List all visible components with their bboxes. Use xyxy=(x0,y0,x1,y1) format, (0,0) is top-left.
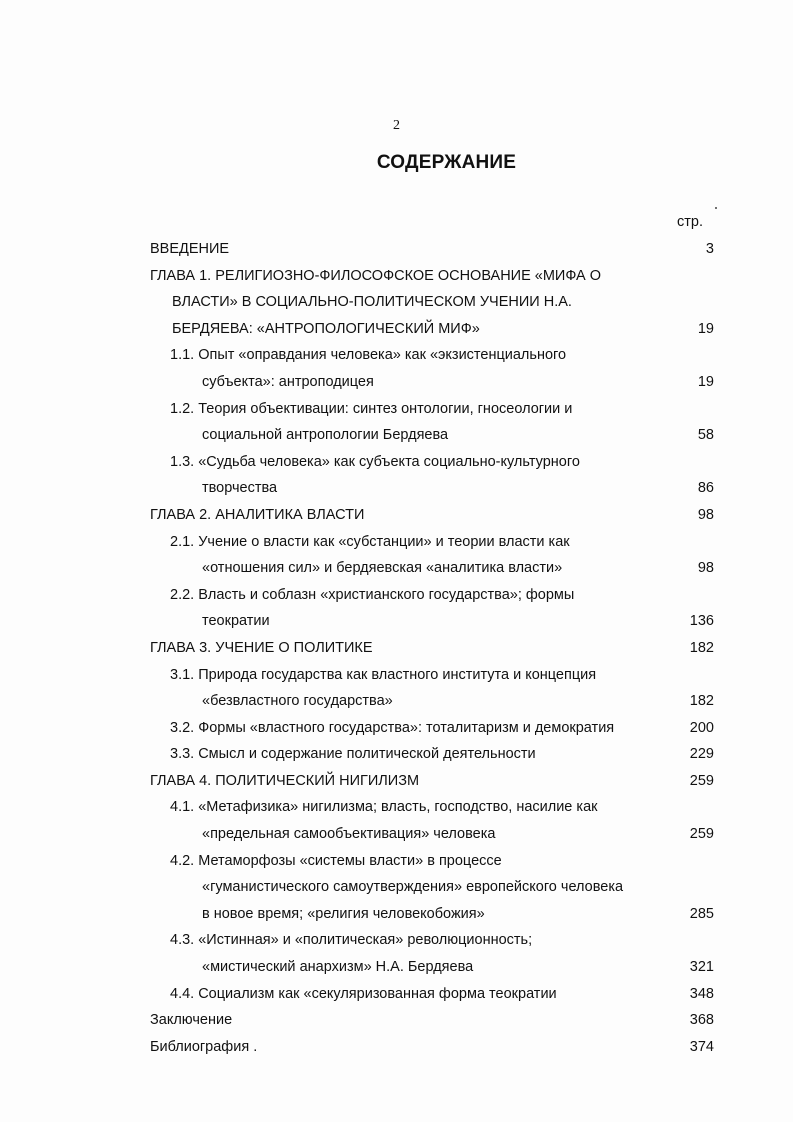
toc-entry-line: БЕРДЯЕВА: «АНТРОПОЛОГИЧЕСКИЙ МИФ» xyxy=(172,320,480,337)
toc-page-number: 182 xyxy=(689,639,714,656)
toc-section-entry xyxy=(150,794,718,847)
toc-entry-line: 1.1. Опыт «оправдания человека» как «экзистенциального xyxy=(170,347,567,364)
toc-page-number: 19 xyxy=(697,373,714,390)
toc-entry-title xyxy=(150,449,718,502)
toc-entry-line: ГЛАВА 4. ПОЛИТИЧЕСКИЙ НИГИЛИЗМ xyxy=(150,772,420,789)
table-of-contents xyxy=(150,236,718,1060)
toc-entry-line: 4.4. Социализм как «секуляризованная форма теократии xyxy=(170,985,557,1002)
toc-section-entry xyxy=(150,342,718,395)
toc-entry-title xyxy=(150,396,718,449)
toc-entry-line: субъекта»: антроподицея xyxy=(202,373,374,390)
toc-page-number: 98 xyxy=(697,560,714,577)
toc-page-number: 368 xyxy=(689,1012,714,1029)
toc-entry-line: 4.1. «Метафизика» нигилизма; власть, господство, насилие как xyxy=(170,799,598,816)
page-title: СОДЕРЖАНИЕ xyxy=(376,152,517,173)
toc-chapter-entry xyxy=(150,768,718,795)
toc-entry-line: ГЛАВА 1. РЕЛИГИОЗНО-ФИЛОСОФСКОЕ ОСНОВАНИЕ «МИФА О xyxy=(150,267,602,284)
toc-page-number: 321 xyxy=(689,959,714,976)
toc-entry-line: 4.3. «Истинная» и «политическая» революционность; xyxy=(170,932,533,949)
toc-entry-line: ГЛАВА 3. УЧЕНИЕ О ПОЛИТИКЕ xyxy=(150,639,373,656)
toc-entry-line: 3.2. Формы «властного государства»: тоталитаризм и демократия xyxy=(170,719,615,736)
toc-entry-title xyxy=(150,768,718,795)
toc-entry-line: «гуманистического самоутверждения» европейского человека xyxy=(202,879,624,896)
toc-page-number: 259 xyxy=(689,772,714,789)
toc-page-number: 374 xyxy=(689,1038,714,1055)
toc-section-entry xyxy=(150,848,718,928)
toc-entry-line: Библиография . xyxy=(150,1038,258,1055)
toc-entry-title xyxy=(150,236,718,263)
toc-entry-title xyxy=(150,1007,718,1034)
toc-entry-line: 1.2. Теория объективации: синтез онтологии, гносеологии и xyxy=(170,400,573,417)
toc-entry-line: «мистический анархизм» Н.А. Бердяева xyxy=(202,959,474,976)
toc-section-entry xyxy=(150,662,718,715)
toc-entry-title xyxy=(150,662,718,715)
toc-entry-line: 3.3. Смысл и содержание политической деятельности xyxy=(170,746,536,763)
toc-entry-title xyxy=(150,794,718,847)
toc-entry-title xyxy=(150,635,718,662)
toc-page-number: 259 xyxy=(689,826,714,843)
toc-entry-line: социальной антропологии Бердяева xyxy=(202,427,449,444)
toc-entry-line: в новое время; «религия человекобожия» xyxy=(202,905,485,922)
toc-chapter-entry xyxy=(150,1007,718,1034)
toc-section-entry xyxy=(150,396,718,449)
toc-section-entry xyxy=(150,449,718,502)
toc-page-number: 19 xyxy=(697,320,714,337)
toc-entry-title xyxy=(150,1034,718,1061)
toc-entry-line: ВЛАСТИ» В СОЦИАЛЬНО-ПОЛИТИЧЕСКОМ УЧЕНИИ Н.А. xyxy=(172,294,572,311)
toc-page-number: 98 xyxy=(697,506,714,523)
toc-entry-title xyxy=(150,848,718,928)
toc-entry-title xyxy=(150,981,718,1008)
toc-entry-line: 4.2. Метаморфозы «системы власти» в процессе xyxy=(170,852,502,869)
toc-section-entry xyxy=(150,715,718,742)
toc-chapter-entry xyxy=(150,236,718,263)
toc-section-entry xyxy=(150,741,718,768)
toc-entry-title xyxy=(150,263,718,343)
toc-entry-line: ВВЕДЕНИЕ xyxy=(150,241,230,257)
toc-section-entry xyxy=(150,529,718,582)
pages-column-header: стр. xyxy=(677,214,703,230)
toc-entry-title xyxy=(150,529,718,582)
toc-page-number: 136 xyxy=(689,613,714,630)
toc-entry-line: 1.3. «Судьба человека» как субъекта социально-культурного xyxy=(170,453,580,470)
toc-entry-title xyxy=(150,582,718,635)
toc-entry-title xyxy=(150,927,718,980)
toc-entry-line: теократии xyxy=(202,613,270,630)
toc-chapter-entry xyxy=(150,502,718,529)
toc-chapter-entry xyxy=(150,263,718,343)
toc-entry-title xyxy=(150,502,718,529)
toc-page-number: 86 xyxy=(697,480,714,497)
toc-entry-line: 3.1. Природа государства как властного института и концепция xyxy=(170,666,597,683)
toc-section-entry xyxy=(150,927,718,980)
toc-entry-line: Заключение xyxy=(150,1012,233,1029)
toc-entry-title xyxy=(150,715,718,742)
toc-page-number: 285 xyxy=(689,905,714,922)
toc-entry-title xyxy=(150,741,718,768)
toc-entry-title xyxy=(150,342,718,395)
page-number: 2 xyxy=(393,118,400,133)
toc-entry-line: творчества xyxy=(202,480,278,497)
toc-chapter-entry xyxy=(150,1034,718,1061)
toc-section-entry xyxy=(150,981,718,1008)
toc-entry-line: 2.1. Учение о власти как «субстанции» и теории власти как xyxy=(170,533,570,550)
toc-page-number: 58 xyxy=(697,427,714,444)
toc-section-entry xyxy=(150,582,718,635)
toc-page-number: 3 xyxy=(705,241,714,257)
toc-page-number: 229 xyxy=(689,746,714,763)
toc-page-number: 348 xyxy=(689,985,714,1002)
toc-entry-line: «предельная самообъективация» человека xyxy=(202,826,496,843)
toc-entry-line: «безвластного государства» xyxy=(202,693,393,710)
toc-page-number: 200 xyxy=(689,719,714,736)
toc-entry-line: 2.2. Власть и соблазн «христианского государства»; формы xyxy=(170,586,575,603)
toc-entry-line: ГЛАВА 2. АНАЛИТИКА ВЛАСТИ xyxy=(150,506,365,523)
toc-page-number: 182 xyxy=(689,693,714,710)
scan-speck xyxy=(715,207,717,209)
toc-entry-line: «отношения сил» и бердяевская «аналитика власти» xyxy=(202,560,563,577)
toc-chapter-entry xyxy=(150,635,718,662)
